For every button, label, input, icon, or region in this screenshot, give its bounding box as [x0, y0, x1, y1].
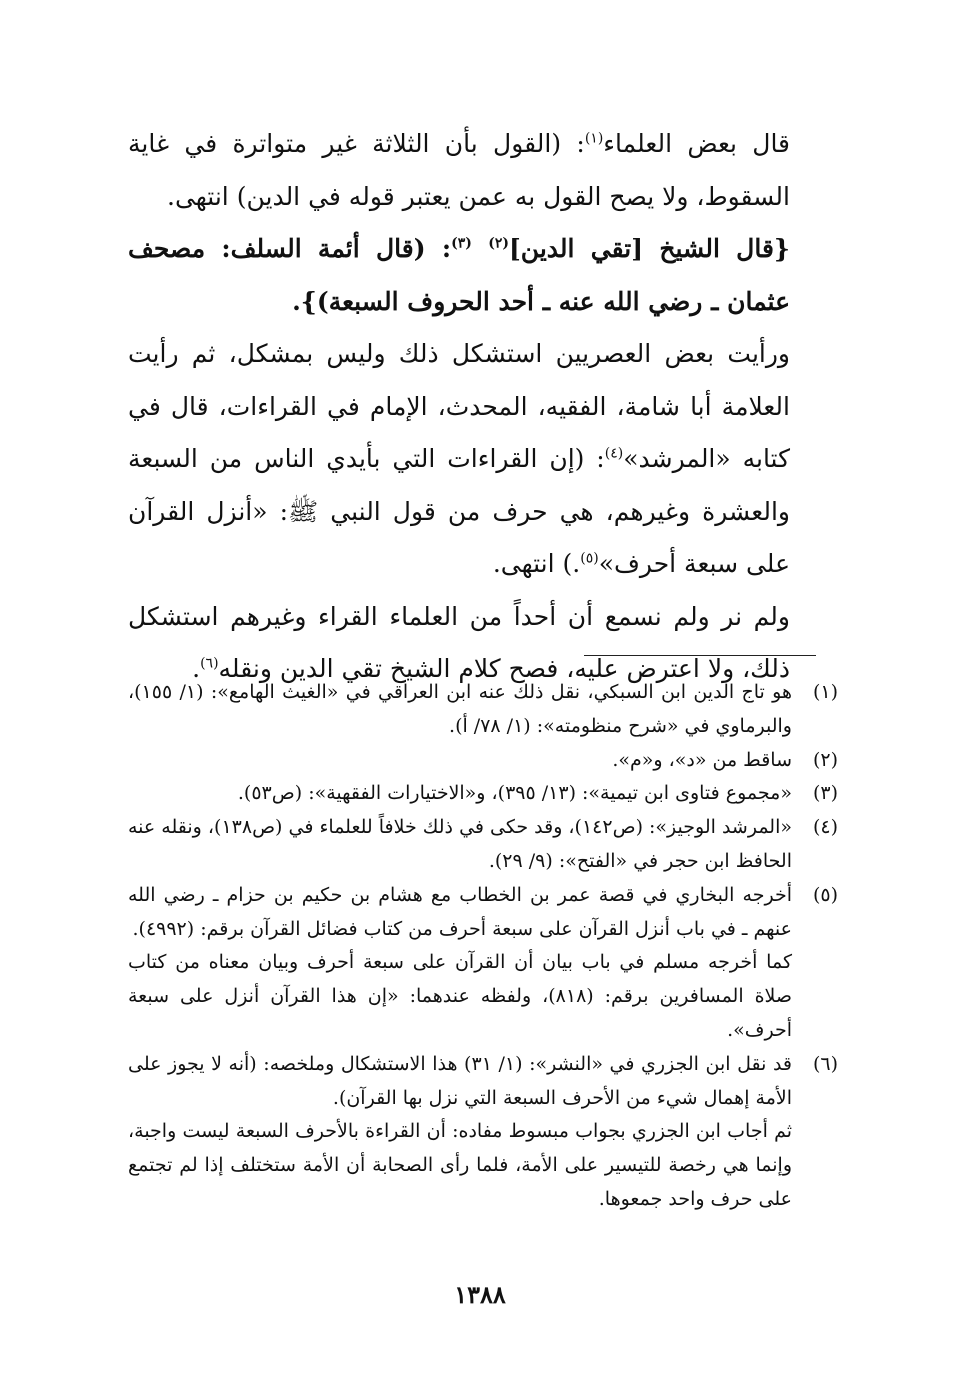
footnote-number: (١) [812, 681, 838, 703]
footnotes [128, 676, 838, 1217]
footnote-ref-3[interactable]: (٣) [451, 235, 472, 252]
footnote-5 [128, 879, 838, 1048]
footnote-1 [128, 676, 838, 744]
footnote-text: ساقط من «د»، و«م». [612, 748, 792, 771]
paragraph-4: ولم نر ولم نسمع أن أحداً من العلماء القراء وغيرهم استشكل ذلك، ولا اعترض عليه، فصح كلام الشيخ تقي الدين ونقله$^{(٦)}$. [128, 601, 790, 683]
footnote-ref-2[interactable]: (٢) [488, 235, 509, 252]
footnote-text: قد نقل ابن الجزري في «النشر»: (١/ ٣١) هذا الاستشكال وملخصه: (أنه لا يجوز على الأمة إهمال شيء من الأحرف السبعة التي نزل بها القرآن). ثم أجاب ابن الجزري بجواب مبسوط مفاده: أن القراءة بالأحرف السبعة ليست واجبة، وإنما هي رخصة للتيسير على الأمة، فلما رأى الصحابة أن الأمة ستختلف إذا لم تجتمع على حرف واحد جمعوها. [128, 1052, 792, 1210]
footnote-2 [128, 744, 838, 778]
footnote-number: (٣) [812, 782, 838, 805]
footnote-number: (٦) [812, 1052, 838, 1075]
footnote-ref-1[interactable]: (١) [584, 130, 604, 147]
footnote-ref-5[interactable]: (٥) [580, 550, 599, 567]
paragraph-2-quote: {قال الشيخ [تقي الدين]$^{(٢)}$ $^{(٣)}$: (قال أئمة السلف: مصحف عثمان ـ رضي الله عنه ـ أحد الحروف السبعة)}. [128, 234, 790, 316]
footnote-text: هو تاج الدين ابن السبكي، نقل ذلك عنه ابن العراقي في «الغيث الهامع»: (١/ ١٥٥)، والبرماوي في «شرح منظومته»: (١/ ٧٨/ أ). [128, 681, 792, 737]
footnote-separator [584, 655, 816, 656]
footnote-ref-6[interactable]: (٦) [200, 655, 219, 672]
footnote-number: (٢) [812, 748, 838, 771]
main-text [128, 118, 830, 696]
footnote-ref-4[interactable]: (٤) [604, 445, 624, 462]
footnote-text: أخرجه البخاري في قصة عمر بن الخطاب مع هشام بن حكيم بن حزام ـ رضي الله عنهم ـ في باب أنزل القرآن على سبعة أحرف من كتاب فضائل القرآن برقم: (٤٩٩٢). كما أخرجه مسلم في باب بيان أن القرآن على سبعة أحرف وبيان معناه من كتاب صلاة المسافرين برقم: (٨١٨)، ولفظه عندهما: «إن هذا القرآن أنزل على سبعة أحرف». [128, 883, 793, 1041]
footnote-text: «المرشد الوجيز»: (ص١٤٢)، وقد حكى في ذلك خلافاً للعلماء في (ص١٣٨)، ونقله عنه الحافظ ابن حجر في «الفتح»: (٩/ ٢٩). [128, 816, 792, 872]
page-number: ١٣٨٨ [454, 1280, 506, 1309]
paragraph-3: ورأيت بعض العصريين استشكل ذلك وليس بمشكل، ثم رأيت العلامة أبا شامة، الفقيه، المحدث، الإمام في القراءات، قال في كتابه «المرشد»$^{(٤)}$: (إن القراءات التي بأيدي الناس من السبعة والعشرة وغيرهم، هي حرف من قول النبي ﷺ: «أنزل القرآن على سبعة أحرف»$^{(٥)}$.) انتهى. [128, 339, 791, 578]
footnote-text: «مجموع فتاوى ابن تيمية»: (١٣/ ٣٩٥)، و«الاختيارات الفقهية»: (ص٥٣). [237, 782, 792, 805]
paragraph-1: قال بعض العلماء$^{(١)}$: (القول بأن الثلاثة غير متواترة في غاية السقوط، ولا يصح القول به عمن يعتبر قوله في الدين) انتهى. [128, 129, 791, 211]
footnote-number: (٥) [812, 883, 838, 906]
footnote-4 [128, 811, 838, 879]
footnote-6 [128, 1048, 838, 1217]
footnote-number: (٤) [812, 816, 838, 839]
footnote-3 [128, 777, 838, 811]
